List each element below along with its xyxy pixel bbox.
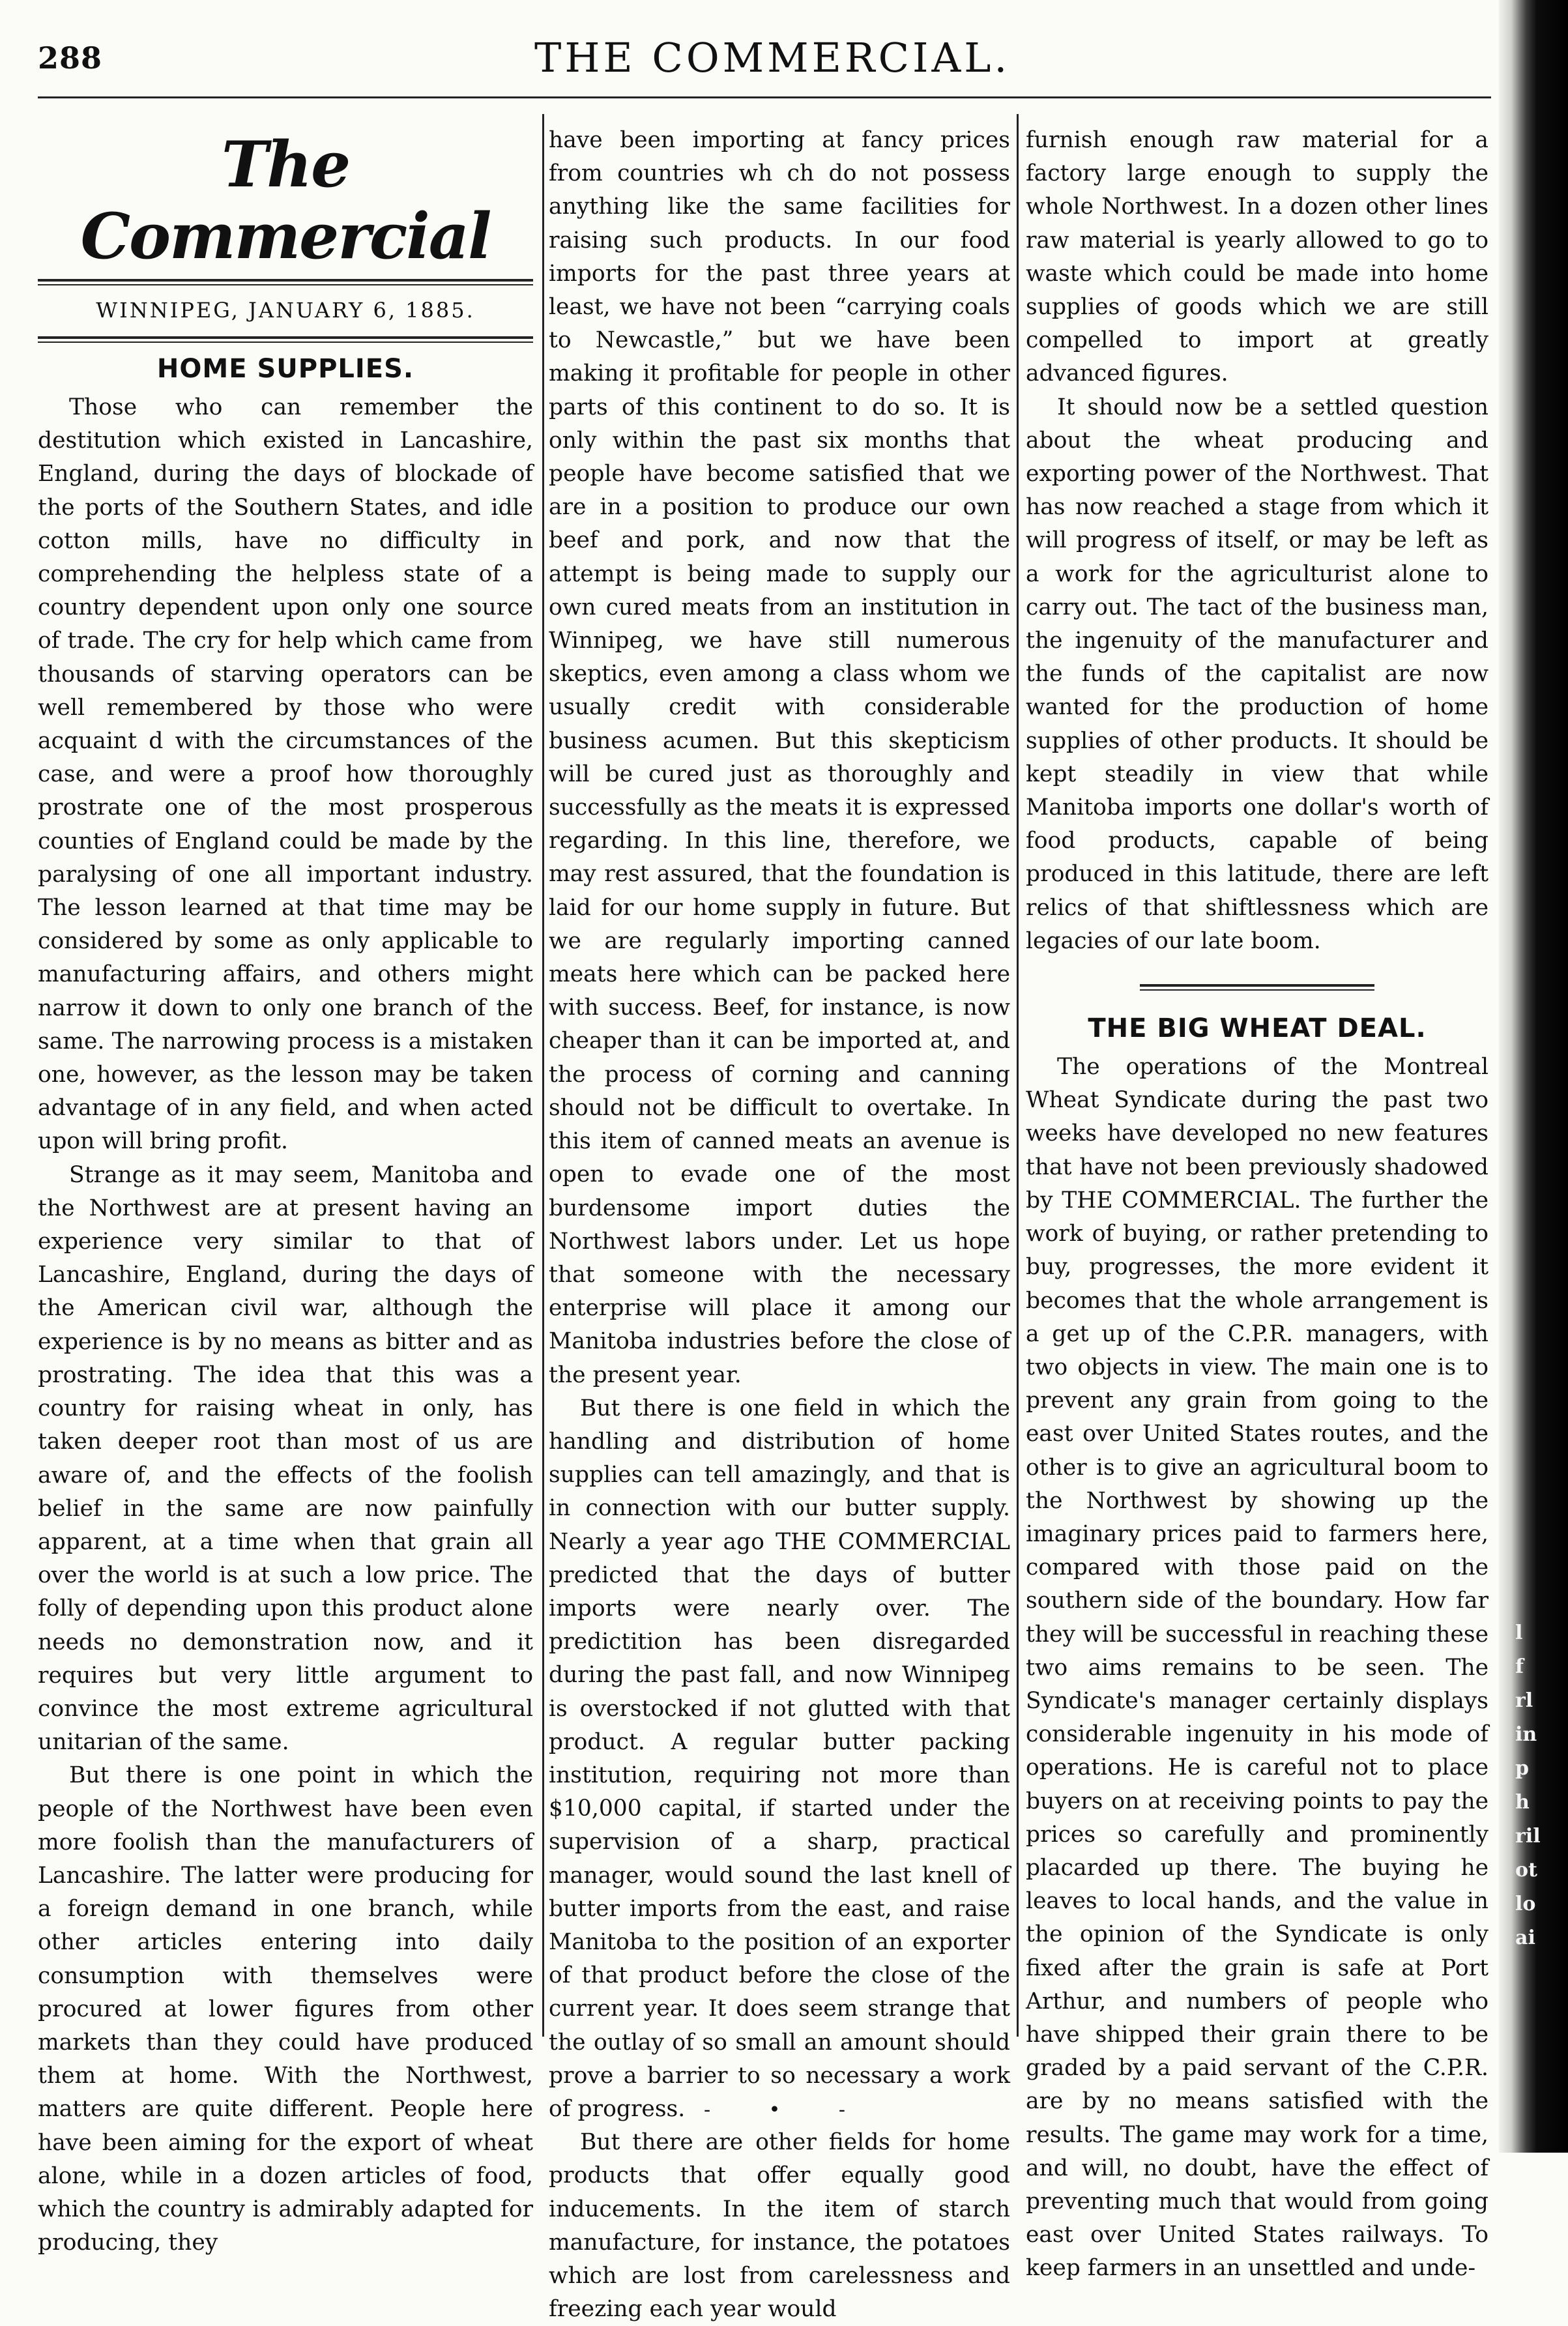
headline-big-wheat-deal: THE BIG WHEAT DEAL.: [1088, 1013, 1427, 1044]
paragraph: The operations of the Montreal Wheat Syndicate during the past two weeks have developed no new features that have not been previously shadowed by THE COMMERCIAL. The further the work of buying, or rather pretending to buy, progresses, the more evident it becomes that the whole arrangement is a get up of the C.P.R. managers, with two objects in view. The main one is to prevent any grain from going to the east over United States routes, and the other is to give an agricultural boom to the Northwest by showing up the imaginary prices paid to farmers here, compared with those paid on the southern side of the boundary. How far they will be successful in reaching these two aims remains to be seen. The Syndicate's manager certainly displays considerable ingenuity in his mode of operations. He is careful not to place buyers on at receiving points to pay the prices so carefully and prominently placarded up there. The buying he leaves to local hands, and the value in the opinion of the Syndicate is only fixed after the grain is safe at Port Arthur, and numbers of people who have shipped their grain there to be graded by a paid servant of the C.P.R. are by no means satisfied with the results. The game may work for a time, and will, no doubt, have the effect of preventing much that would from going east over United States railways. To keep farmers in an unsettled and unde-: [1026, 1054, 1488, 2282]
paragraph: Those who can remember the destitution which existed in Lancashire, England, during the days of blockade of the ports of the Southern States, and idle cotton mills, have no difficulty in comprehending the helpless state of a country dependent upon only one source of trade. The cry for help which came from thousands of starving operators can be well remembered by those who were acquaint d with the circumstances of the case, and were a proof how thoroughly prostrate one of the most prosperous counties of England could be made by the paralysing of one all important industry. The lesson learned at that time may be considered by some as only applicable to manufacturing affairs, and others might narrow it down to only one branch of the same. The narrowing process is a mistaken one, however, as the lesson may be taken advantage of in any field, and when acted upon will bring profit.: [38, 394, 533, 1155]
edge-fragment: l: [1515, 1621, 1523, 1644]
paragraph: have been importing at fancy prices from countries wh ch do not possess anything like the same facilities for raising such products. In our food imports for the past three years at least, we have not been “carrying coals to Newcastle,” but we have been making it profitable for people in other parts of this continent to do so. It is only within the past six months that people have become satisfied that we are in a position to produce our own beef and pork, and now that the attempt is being made to supply our own cured meats from an institution in Winnipeg, we have still numerous skeptics, even among a class whom we usually credit with considerable business acumen. But this skepticism will be cured just as thoroughly and successfully as the meats it is expressed regarding. In this line, therefore, we may rest assured, that the foundation is laid for our home supply in future. But we are regularly importing canned meats here which can be packed here with success. Beef, for instance, is now cheaper than it can be imported at, and the process of corning and canning should not be difficult to overtake. In this item of canned meats an avenue is open to evade one of the most burdensome import duties the Northwest labors under. Let us hope that someone with the necessary enterprise will place it among our Manitoba industries before the close of the present year.: [549, 127, 1010, 1388]
column-rule-1: [542, 114, 544, 2037]
page-number: 288: [38, 40, 103, 76]
column-3: [1026, 124, 1488, 2282]
dateline: WINNIPEG, JANUARY 6, 1885.: [96, 298, 475, 323]
column-1: [38, 124, 533, 2256]
edge-fragment: ril: [1515, 1825, 1541, 1848]
section-rule: [1140, 984, 1374, 991]
headline-home-supplies: HOME SUPPLIES.: [156, 354, 414, 384]
masthead-rule-bottom: [38, 336, 533, 343]
running-head: THE COMMERCIAL.: [534, 34, 1011, 81]
edge-fragment: lo: [1515, 1893, 1536, 1915]
edge-fragment: ot: [1515, 1859, 1537, 1882]
column-2: [549, 124, 1010, 2323]
paragraph: furnish enough raw material for a factory large enough to supply the whole Northwest. In a dozen other lines raw material is yearly allowed to go to waste which could be made into home supplies of goods which we are still compelled to import at greatly advanced figures.: [1026, 127, 1488, 387]
column-rule-2: [1017, 114, 1019, 2037]
bottom-marks: - • -: [704, 2099, 872, 2121]
edge-fragment: rl: [1515, 1689, 1533, 1712]
paragraph: But there is one point in which the people of the Northwest have been even more foolish than the manufacturers of Lancashire. The latter were producing for a foreign demand in one branch, while other articles entering into daily consumption with themselves were procured at lower figures from other markets than they could have produced them at home. With the Northwest, matters are quite different. People here have been aiming for the export of wheat alone, while in a dozen articles of food, which the country is admirably adapted for producing, they: [38, 1762, 533, 2256]
paragraph: Strange as it may seem, Manitoba and the Northwest are at present having an experience very similar to that of Lancashire, England, during the days of the American civil war, although the experience is by no means as bitter and as prostrating. The idea that this was a country for raising wheat in only, has taken deeper root than most of us are aware of, and the effects of the foolish belief in the same are now painfully apparent, at a time when that grain all over the world is at such a low price. The folly of depending upon this product alone needs no demonstration now, and it requires but very little argument to convince the most extreme agricultural unitarian of the same.: [38, 1161, 533, 1756]
header-rule: [38, 96, 1491, 98]
masthead-title: The Commercial: [80, 128, 491, 273]
paragraph: But there is one field in which the handling and distribution of home supplies can tell amazingly, and that is in connection with our butter supply. Nearly a year ago THE COMMERCIAL predicted that the days of butter imports were nearly over. The predictition has been disregarded during the past fall, and now Winnipeg is overstocked if not glutted with that product. A regular butter packing institution, requiring not more than $10,000 capital, if started under the supervision of a sharp, practical manager, would sound the last knell of butter imports from the east, and raise Manitoba to the position of an exporter of that product before the close of the current year. It does seem strange that the outlay of so small an amount should prove a barrier to so necessary a work of progress.: [549, 1395, 1010, 2122]
masthead-rule-top: [38, 279, 533, 285]
paragraph: It should now be a settled question about the wheat producing and exporting power of the Northwest. That has now reached a stage from which it will progress of itself, or may be left as a work for the agriculturist alone to carry out. The tact of the business man, the ingenuity of the manufacturer and the funds of the capitalist are now wanted for the production of home supplies of other products. It should be kept steadily in view that while Manitoba imports one dollar's worth of food products, capable of being produced in this latitude, there are left relics of that shiftlessness which are legacies of our late boom.: [1026, 394, 1488, 954]
edge-fragments: [1515, 1616, 1561, 1955]
edge-fragment: p: [1515, 1757, 1529, 1780]
edge-fragment: h: [1515, 1791, 1530, 1814]
paragraph: But there are other fields for home products that offer equally good inducements. In the item of starch manufacture, for instance, the potatoes which are lost from carelessness and freezing each year would: [549, 2129, 1010, 2323]
edge-fragment: ai: [1515, 1926, 1535, 1949]
edge-fragment: in: [1515, 1723, 1537, 1746]
edge-fragment: f: [1515, 1655, 1524, 1678]
